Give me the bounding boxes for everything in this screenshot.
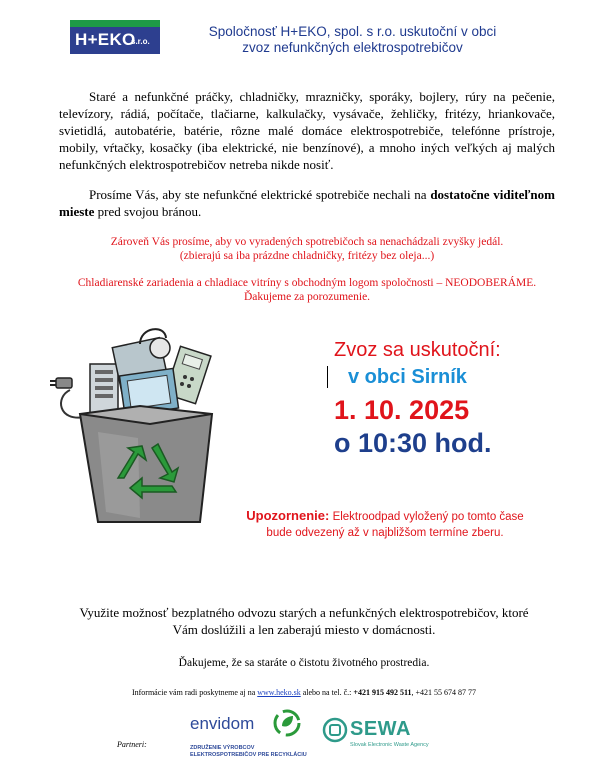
pickup-heading: Zvoz sa uskutoční:: [334, 339, 501, 361]
envidom-logo: [190, 708, 310, 764]
contact-phone-1: +421 915 492 511: [353, 688, 412, 697]
recycling-bin-with-electronics-icon: [40, 322, 270, 532]
offer-text: [30, 604, 578, 638]
warning-label: Upozornenie: [246, 508, 326, 523]
pickup-village: v obci Sirník: [348, 366, 467, 388]
envidom-leaf-icon: [272, 708, 302, 738]
sewa-emblem-icon: [322, 716, 348, 746]
placement-paragraph: [59, 186, 555, 220]
offer-line-1: Využite možnosť bezplatného odvozu starých a nefunkčných elektrospotrebičov, ktoré: [79, 605, 529, 620]
warning-text-2: bude odvezený až v najbližšom termíne zberu.: [266, 527, 504, 539]
fridge-notice: [59, 276, 555, 304]
food-notice: [59, 235, 555, 263]
logo-suffix: s.r.o.: [131, 37, 150, 46]
title-line-2: zvoz nefunkčných elektrospotrebičov: [242, 40, 463, 55]
items-paragraph: Staré a nefunkčné práčky, chladničky, mrazničky, sporáky, bojlery, rúry na pečenie, televízory, rádiá, počítače, tlačiarne, kalkulačky, vysávače, žehličky, fritézy, hriankovače, svietidlá, autobatérie, batérie, rôzne malé domáce elektrospotrebiče, telefónne prístroje, mobily, vŕtačky, kosačky (iba elektrické, nie benzínové), a mnoho iných veľkých aj malých nefunkčných elektrospotrebičov netreba nikde nosiť.: [59, 89, 555, 172]
contact-phone-2: , +421 55 674 87 77: [411, 688, 477, 697]
partners-label: Partneri:: [117, 740, 147, 749]
placement-text-1: Prosíme Vás, aby ste nefunkčné elektrické spotrebiče nechali na: [89, 187, 431, 202]
warning-text-1: Elektroodpad vyložený po tomto čase: [332, 511, 524, 523]
sewa-logo: [322, 716, 432, 756]
thanks-text: Ďakujeme, že sa staráte o čistotu životného prostredia.: [178, 657, 430, 669]
website-link[interactable]: www.heko.sk: [257, 688, 301, 697]
logo-text: H+EKO: [75, 30, 136, 49]
food-notice-line-2: (zbierajú sa iba prázdne chladničky, fritézy bez oleja...): [179, 250, 435, 262]
sewa-sub: Slovak Electronic Waste Agency: [350, 742, 429, 748]
pickup-time: o 10:30 hod.: [334, 428, 492, 458]
contact-prefix: Informácie vám radi poskytneme aj na: [131, 688, 256, 697]
fridge-notice-line-1: Chladiarenské zariadenia a chladiace vitríny s obchodným logom spoločnosti – NEODOBERÁME.: [77, 277, 537, 289]
food-notice-line-1: Zároveň Vás prosíme, aby vo vyradených spotrebičoch sa nenachádzali zvyšky jedál.: [110, 236, 504, 248]
sewa-name: SEWA: [350, 718, 411, 740]
envidom-sub-1: ZDRUŽENIE VÝROBCOV: [190, 745, 255, 751]
title-line-1: Spoločnosť H+EKO, spol. s r.o. uskutoční v obci: [208, 24, 497, 39]
offer-line-2: Vám doslúžili a len zaberajú miesto v domácnosti.: [172, 622, 436, 637]
heko-logo: [70, 20, 160, 58]
fridge-notice-line-2: Ďakujeme za porozumenie.: [243, 291, 371, 303]
contact-mid: alebo na tel. č.:: [302, 688, 352, 697]
warning-notice: Upozornenie: Elektroodpad vyložený po tomto čase bude odvezený až v najbližšom termíne zberu.: [215, 508, 555, 541]
text-caret: [327, 366, 328, 388]
page-title: [185, 24, 520, 56]
envidom-name: envidom: [190, 714, 255, 733]
pickup-date: 1. 10. 2025: [334, 395, 470, 425]
envidom-sub-2: ELEKTROSPOTREBIČOV PRE RECYKLÁCIU: [190, 752, 307, 758]
placement-text-2: pred svojou bránou.: [94, 204, 202, 219]
placement-emphasis: dostatočne viditeľnom mieste: [59, 187, 555, 219]
contact-line: [30, 688, 578, 697]
